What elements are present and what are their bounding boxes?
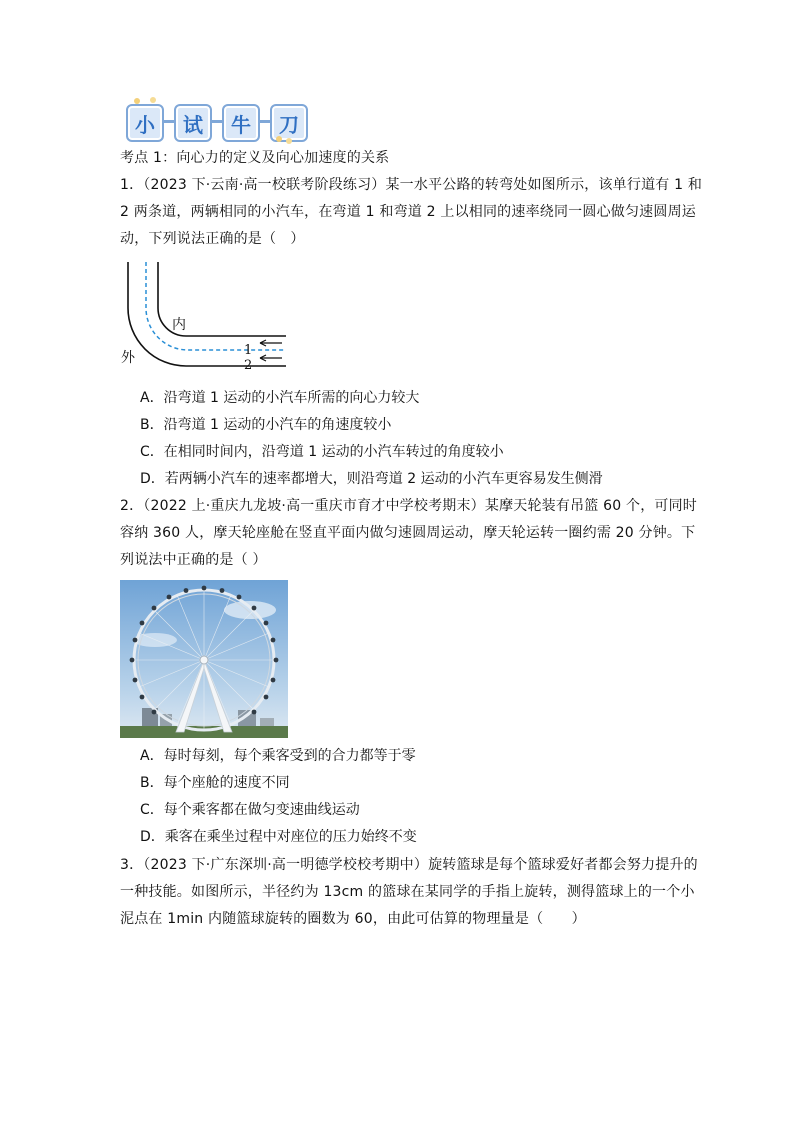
question-1-option-c: C．在相同时间内，沿弯道 1 运动的小汽车转过的角度较小 — [140, 444, 504, 460]
sparkle-decoration — [286, 138, 292, 144]
question-2-line-1: 2．（2022 上·重庆九龙坡·高一重庆市育才中学校考期末）某摩天轮装有吊篮 60 个，可同时 — [120, 498, 697, 514]
inner-label: 内 — [172, 317, 186, 333]
question-1-line-1: 1．（2023 下·云南·高一校联考阶段练习）某一水平公路的转弯处如图所示，该单行道有 1 和 — [120, 177, 703, 193]
road-curve-figure — [120, 258, 300, 380]
section-title: 考点 1：向心力的定义及向心加速度的关系 — [120, 150, 390, 166]
question-2-option-c: C．每个乘客都在做匀变速曲线运动 — [140, 802, 360, 818]
outer-road-edge — [128, 262, 286, 366]
question-1-option-b: B．沿弯道 1 运动的小汽车的角速度较小 — [140, 417, 392, 433]
header-tile: 牛 — [222, 104, 260, 142]
question-1-line-2: 2 两条道，两辆相同的小汽车，在弯道 1 和弯道 2 上以相同的速率绕同一圆心做匀速圆周运 — [120, 204, 696, 220]
road-curve-diagram — [120, 258, 300, 380]
sparkle-decoration — [150, 97, 156, 103]
question-3-line-3: 泥点在 1min 内随篮球旋转的圈数为 60，由此可估算的物理量是（ ） — [120, 911, 586, 927]
lane-1-label: 1 — [244, 343, 253, 358]
question-3-line-1: 3．（2023 下·广东深圳·高一明德学校校考期中）旋转篮球是每个篮球爱好者都会努力提升的 — [120, 857, 698, 873]
section-header-tiles — [124, 100, 324, 144]
lane-2-label: 2 — [244, 358, 253, 373]
header-tile: 小 — [126, 104, 164, 142]
question-2-line-3: 列说法中正确的是（ ） — [120, 552, 267, 568]
question-1-option-d: D．若两辆小汽车的速率都增大，则沿弯道 2 运动的小汽车更容易发生侧滑 — [140, 471, 603, 487]
question-2-line-2: 容纳 360 人，摩天轮座舱在竖直平面内做匀速圆周运动，摩天轮运转一圈约需 20 分钟。下 — [120, 525, 696, 541]
question-1-option-a: A．沿弯道 1 运动的小汽车所需的向心力较大 — [140, 390, 420, 406]
question-3-line-2: 一种技能。如图所示，半径约为 13cm 的篮球在某同学的手指上旋转，测得篮球上的一个小 — [120, 884, 695, 900]
question-2-option-b: B．每个座舱的速度不同 — [140, 775, 290, 791]
question-2-option-a: A．每时每刻，每个乘客受到的合力都等于零 — [140, 748, 416, 764]
question-1-line-3: 动，下列说法正确的是（ ） — [120, 231, 305, 247]
tile-connector — [258, 120, 270, 123]
question-2-option-d: D．乘客在乘坐过程中对座位的压力始终不变 — [140, 829, 417, 845]
tile-connector — [210, 120, 222, 123]
ferris-wheel-illustration — [120, 580, 288, 738]
header-tile: 刀 — [270, 104, 308, 142]
sparkle-decoration — [276, 136, 282, 142]
tile-connector — [162, 120, 174, 123]
outer-label: 外 — [121, 350, 135, 366]
ferris-wheel-photo — [120, 580, 288, 738]
header-tile: 试 — [174, 104, 212, 142]
